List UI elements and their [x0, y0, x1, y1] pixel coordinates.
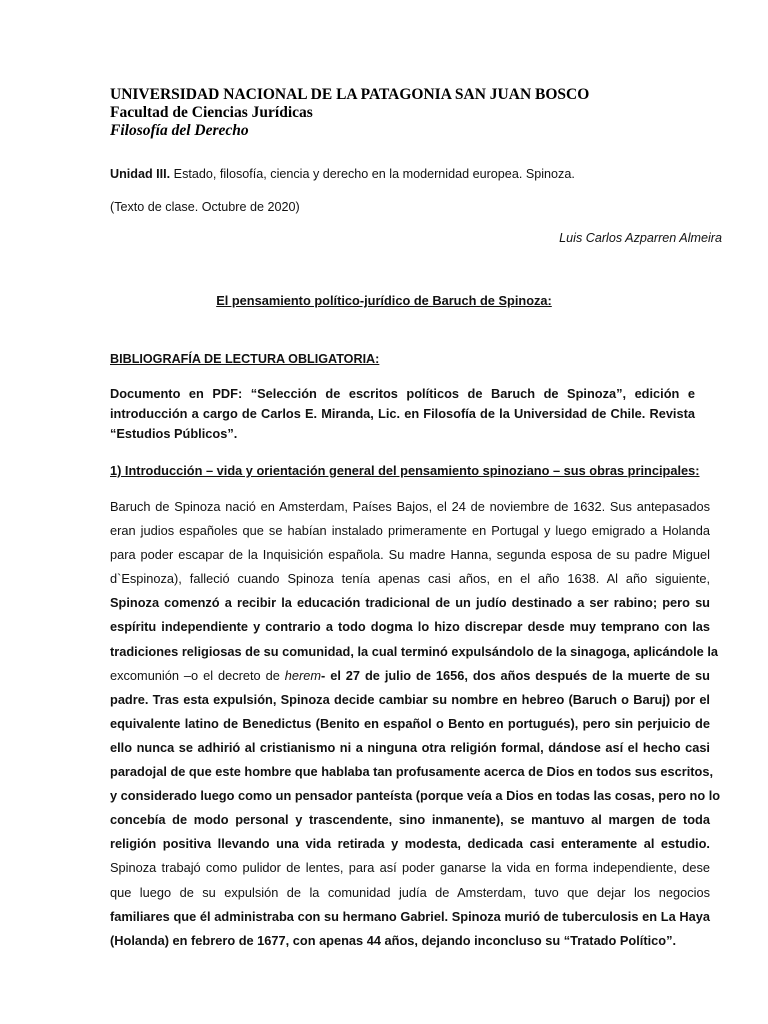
- paragraph-line: d`Espinoza), falleció cuando Spinoza tenía apenas casi años, en el año 1638. Al año siguiente,: [110, 571, 710, 587]
- paragraph-line: y considerado luego como un pensador panteísta (porque veía a Dios en todas las cosas, pero no lo: [110, 788, 721, 804]
- line-segment: excomunión –o el decreto de: [110, 667, 285, 683]
- paragraph-line: Spinoza comenzó a recibir la educación tradicional de un judío destinado a ser rabino; pero su: [110, 595, 710, 611]
- paragraph-line: familiares que él administraba con su hermano Gabriel. Spinoza murió de tuberculosis en La Haya: [110, 908, 710, 924]
- course-name: Filosofía del Derecho: [110, 122, 249, 139]
- bibliography-text: Documento en PDF: “Selección de escritos políticos de Baruch de Spinoza”, edición e introducción a cargo de Carlos E. Miranda, Lic. en Filosofía de la Universidad de Chile. Revista “Estudios Públicos”.: [110, 386, 695, 441]
- paragraph-line: Spinoza trabajó como pulidor de lentes, para así poder ganarse la vida en forma independiente, dese: [110, 860, 710, 876]
- unit-title: Estado, filosofía, ciencia y derecho en la modernidad europea. Spinoza.: [173, 167, 575, 181]
- paragraph-line: [110, 640, 719, 664]
- faculty-name: Facultad de Ciencias Jurídicas: [110, 104, 313, 121]
- line-segment: - el 27 de julio de 1656, dos años después de la muerte de su: [321, 667, 710, 683]
- section-1-body: [110, 495, 721, 953]
- unit-line: [110, 167, 575, 181]
- university-name: UNIVERSIDAD NACIONAL DE LA PATAGONIA SAN JUAN BOSCO: [110, 86, 590, 103]
- paragraph-line: paradojal de que este hombre que hablaba tan profusamente acerca de Dios en todos sus escritos,: [110, 764, 714, 780]
- paragraph-line: equivalente latino de Benedictus (Benito en español o Bento en portugués), pero sin perjuicio de: [110, 715, 710, 731]
- paragraph-line: eran judios españoles que se habían instalado primeramente en Portugal y luego emigrado a Holanda: [110, 523, 710, 539]
- section-1-heading: 1) Introducción – vida y orientación general del pensamiento spinoziano – sus obras principales:: [110, 463, 700, 478]
- line-segment: tradiciones religiosas de su comunidad, la cual terminó expulsándolo de la sinagoga, aplicándole la: [110, 643, 719, 659]
- paragraph-line: concebía de modo personal y trascendente, sino inmanente), se mantuvo al margen de toda: [110, 812, 710, 828]
- paragraph-line: (Holanda) en febrero de 1677, con apenas 44 años, dejando inconcluso su “Tratado Político”.: [110, 932, 677, 948]
- document-header: [110, 85, 589, 140]
- paragraph-line: ello nunca se adhirió al cristianismo ni a ninguna otra religión formal, dándose así el hecho casi: [110, 739, 710, 755]
- paragraph-line: para poder escapar de la Inquisición española. Su madre Hanna, segunda esposa de su padre Miguel: [110, 547, 710, 563]
- bibliography-heading: BIBLIOGRAFÍA DE LECTURA OBLIGATORIA:: [110, 352, 380, 366]
- unit-label: Unidad III.: [110, 167, 171, 181]
- paragraph-line: religión positiva llevando una vida retirada y modesta, dedicada casi enteramente al estudio.: [110, 836, 710, 852]
- paragraph-line: Baruch de Spinoza nació en Amsterdam, Países Bajos, el 24 de noviembre de 1632. Sus antepasados: [110, 499, 710, 514]
- herem-term: herem: [284, 667, 322, 683]
- paragraph-line: espíritu independiente y contrario a todo dogma lo hizo discrepar desde muy temprano con las: [110, 619, 710, 635]
- document-title: El pensamiento político-jurídico de Baruch de Spinoza:: [216, 293, 552, 308]
- paragraph-line: que luego de su expulsión de la comunidad judía de Amsterdam, tuvo que dejar los negocios: [110, 884, 710, 900]
- paragraph-line: padre. Tras esta expulsión, Spinoza decide cambiar su nombre en hebreo (Baruch o Baruj) por el: [110, 691, 710, 707]
- author-name: Luis Carlos Azparren Almeira: [559, 231, 722, 245]
- class-text-note: (Texto de clase. Octubre de 2020): [110, 200, 300, 214]
- paragraph-line: [110, 664, 710, 688]
